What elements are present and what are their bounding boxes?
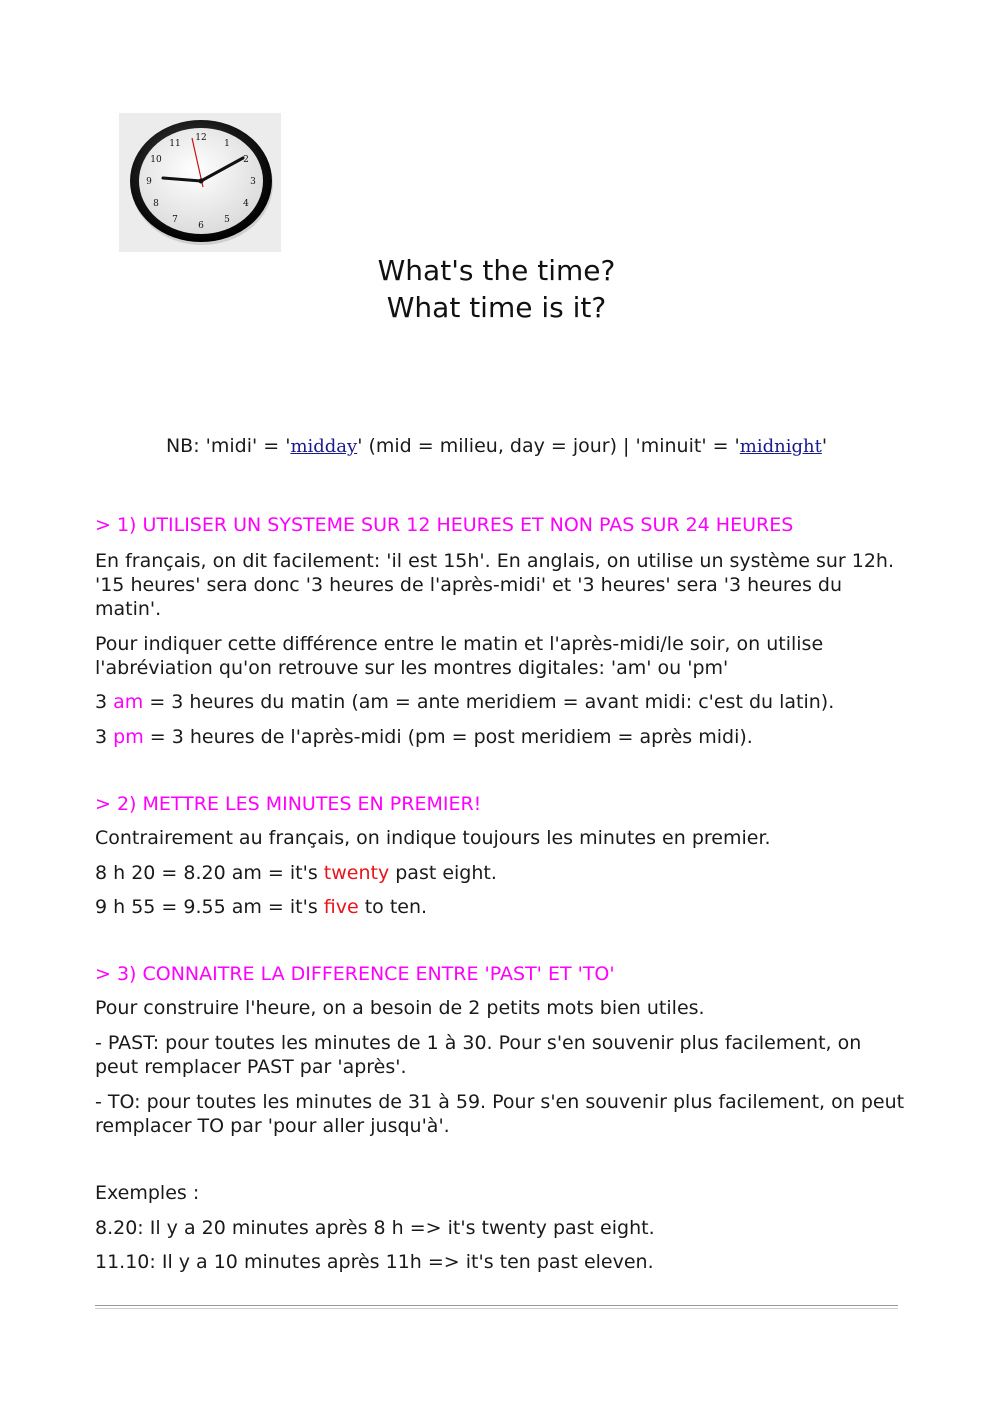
pm-text: = 3 heures de l'après-midi (pm = post meridiem = après midi). <box>143 726 753 748</box>
section-3-paragraph-3: - TO: pour toutes les minutes de 31 à 59. Pour s'en souvenir plus facilement, on peut remplacer TO par 'pour aller jusqu'à'. <box>95 1091 905 1137</box>
section-1-paragraph-2: Pour indiquer cette différence entre le matin et l'après-midi/le soir, on utilise l'abréviation qu'on retrouve sur les montres digitales: 'am' ou 'pm' <box>95 633 824 679</box>
am-prefix: 3 <box>95 691 114 713</box>
nb-note <box>0 433 993 460</box>
section-1-heading: > 1) UTILISER UN SYSTEME SUR 12 HEURES ET NON PAS SUR 24 HEURES <box>95 514 794 536</box>
midday-link[interactable]: midday <box>290 436 358 457</box>
am-line <box>95 690 905 714</box>
am-text: = 3 heures du matin (am = ante meridiem = avant midi: c'est du latin). <box>143 691 835 713</box>
section-1-paragraph-1: En français, on dit facilement: 'il est 15h'. En anglais, on utilise un système sur 12h. '15 heures' sera donc '3 heures de l'après-midi' et '3 heures' sera '3 heures du matin'. <box>95 550 894 620</box>
clock-numeral: 8 <box>153 199 159 209</box>
section-3-paragraph-2: - PAST: pour toutes les minutes de 1 à 30. Pour s'en souvenir plus facilement, on peut remplacer PAST par 'après'. <box>95 1032 862 1078</box>
section-3-heading: > 3) CONNAITRE LA DIFFERENCE ENTRE 'PAST' ET 'TO' <box>95 963 615 985</box>
clock-numeral: 6 <box>198 221 204 231</box>
clock-numeral: 11 <box>169 138 181 149</box>
am-term: am <box>113 691 144 713</box>
pm-prefix: 3 <box>95 726 114 748</box>
example-line-2 <box>95 895 905 919</box>
clock-numeral: 3 <box>250 177 256 187</box>
clock-numeral: 12 <box>195 133 207 143</box>
examples-line-1: 8.20: Il y a 20 minutes après 8 h => it's twenty past eight. <box>95 1217 655 1239</box>
title-line-1: What's the time? <box>377 254 616 287</box>
nb-middle: ' (mid = milieu, day = jour) | 'minuit' = ' <box>357 435 740 457</box>
clock-numeral: 1 <box>224 138 230 149</box>
section-3-paragraph-1: Pour construire l'heure, on a besoin de 2 petits mots bien utiles. <box>95 997 705 1019</box>
section-2-paragraph-1: Contrairement au français, on indique toujours les minutes en premier. <box>95 827 771 849</box>
clock-numeral: 9 <box>146 177 152 187</box>
clock-image <box>119 113 281 252</box>
clock-numeral: 10 <box>150 155 162 165</box>
examples-line-2: 11.10: Il y a 10 minutes après 11h => it's ten past eleven. <box>95 1251 654 1273</box>
midnight-link[interactable]: midnight <box>739 436 822 457</box>
example-2-highlight: five <box>323 896 359 918</box>
example-2-suffix: to ten. <box>358 896 428 918</box>
example-1-highlight: twenty <box>323 862 390 884</box>
clock-numeral: 2 <box>243 155 249 165</box>
nb-prefix: NB: 'midi' = ' <box>165 435 291 457</box>
clock-numeral: 7 <box>172 215 178 226</box>
pm-line <box>95 725 905 749</box>
section-2-heading: > 2) METTRE LES MINUTES EN PREMIER! <box>95 793 482 815</box>
examples-label: Exemples : <box>95 1182 200 1204</box>
example-1-prefix: 8 h 20 = 8.20 am = it's <box>95 862 324 884</box>
page-title <box>0 252 993 326</box>
example-1-suffix: past eight. <box>389 862 497 884</box>
clock-numeral: 5 <box>224 215 230 226</box>
example-line-1 <box>95 861 905 885</box>
pm-term: pm <box>113 726 144 748</box>
clock-numeral: 4 <box>243 199 249 209</box>
example-2-prefix: 9 h 55 = 9.55 am = it's <box>95 896 324 918</box>
nb-suffix: ' <box>821 435 828 457</box>
horizontal-rule <box>95 1305 898 1309</box>
title-line-2: What time is it? <box>386 291 607 324</box>
